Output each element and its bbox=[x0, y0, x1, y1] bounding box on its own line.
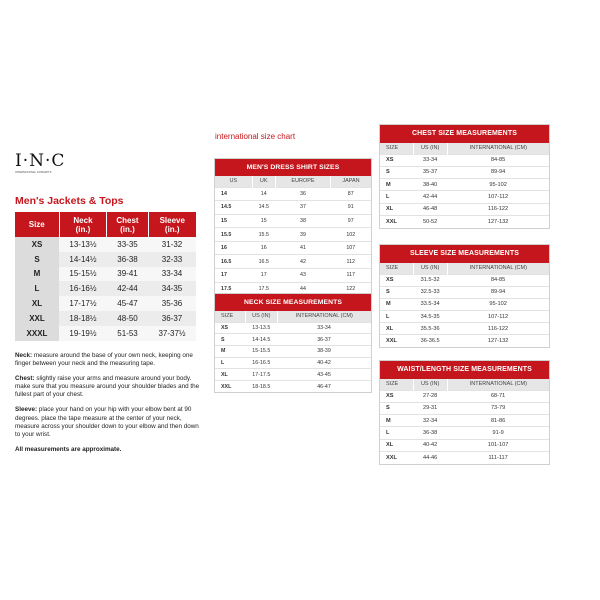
table-row bbox=[380, 274, 549, 286]
chest-size-table bbox=[379, 124, 550, 229]
size-cell: L bbox=[380, 311, 413, 323]
size-cell: XL bbox=[380, 439, 413, 451]
table-row bbox=[380, 154, 549, 166]
table-row bbox=[215, 345, 371, 357]
table-title: CHEST SIZE MEASUREMENTS bbox=[380, 125, 549, 143]
size-cell: XS bbox=[380, 390, 413, 402]
table-row bbox=[15, 267, 196, 282]
value-cell: 27-28 bbox=[413, 390, 447, 402]
value-cell: 33-34 bbox=[413, 154, 447, 166]
value-cell: 37-37½ bbox=[148, 326, 196, 341]
table-row bbox=[380, 323, 549, 335]
value-cell: 68-71 bbox=[447, 390, 549, 402]
size-cell: 15 bbox=[215, 214, 252, 228]
value-cell: 33-35 bbox=[107, 237, 148, 252]
value-cell: 127-132 bbox=[447, 215, 549, 227]
value-cell: 117 bbox=[330, 269, 371, 283]
table-title: SLEEVE SIZE MEASUREMENTS bbox=[380, 245, 549, 263]
value-cell: 17 bbox=[252, 269, 275, 283]
value-cell: 35.5-36 bbox=[413, 323, 447, 335]
table-row bbox=[215, 187, 371, 201]
note-approximate: All measurements are approximate. bbox=[15, 445, 122, 453]
value-cell: 32-33 bbox=[148, 252, 196, 267]
column-header: JAPAN bbox=[330, 176, 371, 187]
table-row bbox=[215, 228, 371, 242]
table-row bbox=[380, 402, 549, 414]
value-cell: 46-47 bbox=[277, 380, 371, 392]
value-cell: 44-46 bbox=[413, 451, 447, 463]
size-cell: S bbox=[380, 402, 413, 414]
table-row bbox=[380, 298, 549, 310]
size-cell: XL bbox=[380, 323, 413, 335]
value-cell: 42 bbox=[275, 255, 330, 269]
value-cell: 29-31 bbox=[413, 402, 447, 414]
column-header: US (IN) bbox=[413, 143, 447, 154]
column-header: SIZE bbox=[380, 263, 413, 274]
table-row bbox=[380, 286, 549, 298]
column-header: INTERNATIONAL (CM) bbox=[447, 143, 549, 154]
value-cell: 33-34 bbox=[148, 267, 196, 282]
note-sleeve: Sleeve: place your hand on your hip with your elbow bent at 90 degrees. place the tape measure at the center of your neck, measure across your shoulder down to your elbow and then down to your wrist. bbox=[15, 406, 199, 438]
value-cell: 14.5 bbox=[252, 201, 275, 215]
value-cell: 14 bbox=[252, 187, 275, 201]
value-cell: 40-42 bbox=[413, 439, 447, 451]
size-cell: 14 bbox=[215, 187, 252, 201]
value-cell: 91-9 bbox=[447, 427, 549, 439]
size-cell: 16.5 bbox=[215, 255, 252, 269]
value-cell: 38 bbox=[275, 214, 330, 228]
size-cell: S bbox=[380, 286, 413, 298]
size-cell: 14.5 bbox=[215, 201, 252, 215]
value-cell: 14-14½ bbox=[59, 252, 107, 267]
value-cell: 36-37 bbox=[277, 334, 371, 346]
value-cell: 91 bbox=[330, 201, 371, 215]
size-cell: XXXL bbox=[15, 326, 59, 341]
mens-jackets-header: Size bbox=[15, 212, 59, 237]
value-cell: 18-18½ bbox=[59, 311, 107, 326]
size-cell: XL bbox=[215, 369, 246, 381]
mens-jackets-header-row bbox=[15, 212, 196, 237]
size-cell: XXL bbox=[15, 311, 59, 326]
value-cell: 42-44 bbox=[413, 191, 447, 203]
value-cell: 17-17½ bbox=[59, 296, 107, 311]
mens-jackets-title: Men's Jackets & Tops bbox=[15, 195, 124, 207]
size-cell: M bbox=[380, 298, 413, 310]
value-cell: 89-94 bbox=[447, 166, 549, 178]
value-cell: 16.5 bbox=[252, 255, 275, 269]
value-cell: 116-122 bbox=[447, 203, 549, 215]
neck-size-table bbox=[214, 293, 372, 393]
value-cell: 43 bbox=[275, 269, 330, 283]
measuring-notes bbox=[15, 352, 203, 461]
size-cell: M bbox=[380, 179, 413, 191]
size-cell: XL bbox=[15, 296, 59, 311]
size-cell: S bbox=[15, 252, 59, 267]
header-row bbox=[215, 311, 371, 322]
value-cell: 38-40 bbox=[413, 179, 447, 191]
header-row bbox=[380, 379, 549, 390]
table-row bbox=[380, 390, 549, 402]
value-cell: 19-19½ bbox=[59, 326, 107, 341]
table-row bbox=[215, 334, 371, 346]
size-cell: XS bbox=[380, 274, 413, 286]
mens-jackets-header: Neck (in.) bbox=[59, 212, 107, 237]
size-cell: L bbox=[380, 427, 413, 439]
value-cell: 36-37 bbox=[148, 311, 196, 326]
note-chest: Chest: slightly raise your arms and measure around your body. make sure that you measure around your shoulder blades and the fullest part of your chest. bbox=[15, 375, 200, 399]
value-cell: 89-94 bbox=[447, 286, 549, 298]
value-cell: 13-13½ bbox=[59, 237, 107, 252]
value-cell: 36-38 bbox=[413, 427, 447, 439]
column-header: INTERNATIONAL (CM) bbox=[447, 379, 549, 390]
inc-logo bbox=[15, 151, 66, 174]
table-row bbox=[380, 179, 549, 191]
value-cell: 51-53 bbox=[107, 326, 148, 341]
table-row bbox=[380, 203, 549, 215]
size-cell: S bbox=[215, 334, 246, 346]
logo-subtitle: INTERNATIONAL CONCEPTS bbox=[15, 171, 52, 174]
value-cell: 32-34 bbox=[413, 415, 447, 427]
mens-jackets-header: Chest (in.) bbox=[107, 212, 148, 237]
table-row bbox=[215, 322, 371, 334]
table-row bbox=[215, 357, 371, 369]
size-cell: L bbox=[215, 357, 246, 369]
value-cell: 14-14.5 bbox=[246, 334, 278, 346]
table-row bbox=[380, 439, 549, 451]
value-cell: 45-47 bbox=[107, 296, 148, 311]
value-cell: 16-16½ bbox=[59, 281, 107, 296]
size-cell: XS bbox=[380, 154, 413, 166]
value-cell: 127-132 bbox=[447, 335, 549, 347]
size-cell: XXL bbox=[380, 451, 413, 463]
table-row bbox=[215, 241, 371, 255]
column-header: US (IN) bbox=[413, 263, 447, 274]
size-cell: M bbox=[215, 345, 246, 357]
table-row bbox=[215, 201, 371, 215]
size-cell: M bbox=[15, 267, 59, 282]
value-cell: 16 bbox=[252, 241, 275, 255]
size-cell: 17 bbox=[215, 269, 252, 283]
table-row bbox=[15, 296, 196, 311]
mens-jackets-table bbox=[15, 212, 196, 341]
size-cell: XS bbox=[215, 322, 246, 334]
value-cell: 31.5-32 bbox=[413, 274, 447, 286]
value-cell: 36 bbox=[275, 187, 330, 201]
mens-jackets-header: Sleeve (in.) bbox=[148, 212, 196, 237]
value-cell: 107-112 bbox=[447, 311, 549, 323]
value-cell: 101-107 bbox=[447, 439, 549, 451]
value-cell: 15 bbox=[252, 214, 275, 228]
header-row bbox=[380, 263, 549, 274]
column-header: US bbox=[215, 176, 252, 187]
value-cell: 39 bbox=[275, 228, 330, 242]
value-cell: 97 bbox=[330, 214, 371, 228]
value-cell: 40-42 bbox=[277, 357, 371, 369]
size-cell: L bbox=[15, 281, 59, 296]
table-row bbox=[215, 369, 371, 381]
size-cell: M bbox=[380, 415, 413, 427]
value-cell: 13-13.5 bbox=[246, 322, 278, 334]
size-cell: S bbox=[380, 166, 413, 178]
size-cell: L bbox=[380, 191, 413, 203]
value-cell: 17-17.5 bbox=[246, 369, 278, 381]
value-cell: 112 bbox=[330, 255, 371, 269]
table-row bbox=[380, 415, 549, 427]
value-cell: 42-44 bbox=[107, 281, 148, 296]
table-row bbox=[15, 311, 196, 326]
value-cell: 33.5-34 bbox=[413, 298, 447, 310]
value-cell: 107-112 bbox=[447, 191, 549, 203]
size-cell: 17.5 bbox=[215, 282, 252, 296]
table-row bbox=[15, 281, 196, 296]
value-cell: 81-86 bbox=[447, 415, 549, 427]
value-cell: 16-16.5 bbox=[246, 357, 278, 369]
value-cell: 73-79 bbox=[447, 402, 549, 414]
table-title: NECK SIZE MEASUREMENTS bbox=[215, 294, 371, 311]
column-header: SIZE bbox=[380, 143, 413, 154]
table-row bbox=[15, 326, 196, 341]
value-cell: 35-37 bbox=[413, 166, 447, 178]
value-cell: 39-41 bbox=[107, 267, 148, 282]
value-cell: 35-36 bbox=[148, 296, 196, 311]
table-row bbox=[380, 335, 549, 347]
value-cell: 46-48 bbox=[413, 203, 447, 215]
table-title: MEN'S DRESS SHIRT SIZES bbox=[215, 159, 371, 176]
size-cell: 15.5 bbox=[215, 228, 252, 242]
value-cell: 95-102 bbox=[447, 179, 549, 191]
table-row bbox=[215, 255, 371, 269]
value-cell: 84-85 bbox=[447, 274, 549, 286]
waist-length-size-table bbox=[379, 360, 550, 465]
value-cell: 116-122 bbox=[447, 323, 549, 335]
header-row bbox=[215, 176, 371, 187]
size-cell: XL bbox=[380, 203, 413, 215]
value-cell: 34-35 bbox=[148, 281, 196, 296]
value-cell: 36-36.5 bbox=[413, 335, 447, 347]
table-row bbox=[380, 191, 549, 203]
size-cell: 16 bbox=[215, 241, 252, 255]
table-row bbox=[215, 214, 371, 228]
table-title: WAIST/LENGTH SIZE MEASUREMENTS bbox=[380, 361, 549, 379]
value-cell: 36-38 bbox=[107, 252, 148, 267]
column-header: UK bbox=[252, 176, 275, 187]
table-row bbox=[380, 215, 549, 227]
table-row bbox=[215, 269, 371, 283]
dress-shirt-sizes-table bbox=[214, 158, 372, 297]
value-cell: 122 bbox=[330, 282, 371, 296]
table-row bbox=[15, 237, 196, 252]
note-neck: Neck: measure around the base of your own neck, keeping one finger between your neck and the measuring tape. bbox=[15, 352, 193, 368]
value-cell: 17.5 bbox=[252, 282, 275, 296]
value-cell: 33-34 bbox=[277, 322, 371, 334]
table-row bbox=[380, 311, 549, 323]
value-cell: 32.5-33 bbox=[413, 286, 447, 298]
value-cell: 50-52 bbox=[413, 215, 447, 227]
value-cell: 41 bbox=[275, 241, 330, 255]
size-cell: XXL bbox=[215, 380, 246, 392]
column-header: SIZE bbox=[215, 311, 246, 322]
international-size-chart-title: international size chart bbox=[215, 132, 296, 141]
value-cell: 34.5-35 bbox=[413, 311, 447, 323]
column-header: SIZE bbox=[380, 379, 413, 390]
value-cell: 43-45 bbox=[277, 369, 371, 381]
table-row bbox=[380, 427, 549, 439]
logo-mark: I·N·C bbox=[15, 151, 66, 171]
column-header: INTERNATIONAL (CM) bbox=[277, 311, 371, 322]
table-row bbox=[380, 166, 549, 178]
value-cell: 15-15.5 bbox=[246, 345, 278, 357]
table-row bbox=[380, 451, 549, 463]
sleeve-size-table bbox=[379, 244, 550, 348]
size-cell: XXL bbox=[380, 335, 413, 347]
value-cell: 31-32 bbox=[148, 237, 196, 252]
table-row bbox=[215, 380, 371, 392]
size-cell: XS bbox=[15, 237, 59, 252]
value-cell: 48-50 bbox=[107, 311, 148, 326]
column-header: EUROPE bbox=[275, 176, 330, 187]
value-cell: 38-39 bbox=[277, 345, 371, 357]
table-row bbox=[15, 252, 196, 267]
value-cell: 18-18.5 bbox=[246, 380, 278, 392]
value-cell: 15-15½ bbox=[59, 267, 107, 282]
value-cell: 15.5 bbox=[252, 228, 275, 242]
column-header: US (IN) bbox=[413, 379, 447, 390]
size-cell: XXL bbox=[380, 215, 413, 227]
value-cell: 87 bbox=[330, 187, 371, 201]
value-cell: 107 bbox=[330, 241, 371, 255]
value-cell: 84-85 bbox=[447, 154, 549, 166]
column-header: US (IN) bbox=[246, 311, 278, 322]
column-header: INTERNATIONAL (CM) bbox=[447, 263, 549, 274]
value-cell: 102 bbox=[330, 228, 371, 242]
value-cell: 44 bbox=[275, 282, 330, 296]
value-cell: 111-117 bbox=[447, 451, 549, 463]
header-row bbox=[380, 143, 549, 154]
value-cell: 37 bbox=[275, 201, 330, 215]
value-cell: 95-102 bbox=[447, 298, 549, 310]
